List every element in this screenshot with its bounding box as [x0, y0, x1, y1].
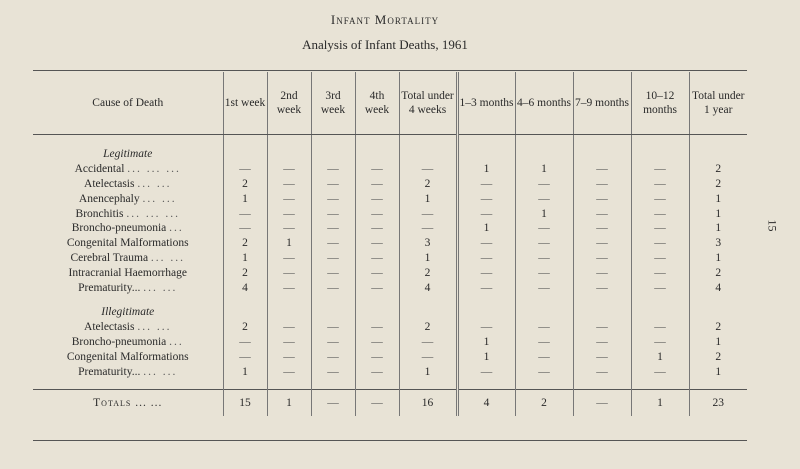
infant-deaths-table [33, 72, 747, 416]
table-body [33, 135, 747, 416]
value-cell: 2 [223, 320, 267, 335]
table-row [33, 206, 747, 221]
value-cell: — [631, 206, 689, 221]
column-header: 4th week [355, 72, 399, 135]
value-cell: — [355, 191, 399, 206]
column-header: 4–6 months [515, 72, 573, 135]
value-cell: — [573, 335, 631, 350]
value-cell: — [311, 389, 355, 416]
value-cell: — [399, 162, 457, 177]
value-cell: — [515, 265, 573, 280]
value-cell: — [457, 265, 515, 280]
table-row [33, 349, 747, 364]
value-cell: — [311, 206, 355, 221]
value-cell: — [573, 320, 631, 335]
cause-cell [33, 265, 223, 280]
column-header: 10–12 months [631, 72, 689, 135]
value-cell: — [515, 191, 573, 206]
cause-cell [33, 349, 223, 364]
leader-dots: ... ... [150, 251, 186, 264]
table-row [33, 251, 747, 266]
value-cell: 1 [631, 349, 689, 364]
value-cell: 2 [515, 389, 573, 416]
value-cell: — [573, 191, 631, 206]
value-cell: 2 [223, 236, 267, 251]
cause-cell [33, 177, 223, 192]
header-row [33, 72, 747, 135]
leader-dots: ... ... [137, 177, 172, 190]
column-header: 2nd week [267, 72, 311, 135]
leader-dots: ... ... ... [127, 163, 181, 176]
value-cell: 1 [689, 221, 747, 236]
column-header: 3rd week [311, 72, 355, 135]
value-cell: 2 [399, 265, 457, 280]
value-cell: 1 [689, 191, 747, 206]
value-cell: — [573, 265, 631, 280]
column-header: Total under 4 weeks [399, 72, 457, 135]
value-cell: — [631, 320, 689, 335]
value-cell: — [631, 221, 689, 236]
cause-cell [33, 206, 223, 221]
value-cell: — [573, 251, 631, 266]
value-cell: 2 [689, 162, 747, 177]
value-cell: — [311, 221, 355, 236]
value-cell: 2 [399, 320, 457, 335]
cause-cell [33, 335, 223, 350]
value-cell: — [267, 364, 311, 379]
table-row [33, 191, 747, 206]
table-row [33, 280, 747, 295]
value-cell: — [267, 206, 311, 221]
spacer-row [33, 135, 747, 148]
value-cell: — [267, 265, 311, 280]
leader-dots: ... [169, 222, 184, 235]
cause-label: Prematurity... [78, 281, 141, 294]
totals-row [33, 389, 747, 416]
value-cell: — [573, 162, 631, 177]
value-cell: — [515, 364, 573, 379]
value-cell: — [631, 280, 689, 295]
table-row [33, 162, 747, 177]
value-cell: 1 [223, 251, 267, 266]
value-cell: — [267, 251, 311, 266]
leader-dots: ... ... [142, 192, 177, 205]
value-cell: — [631, 191, 689, 206]
value-cell: — [311, 335, 355, 350]
cause-label: Bronchitis [75, 207, 124, 220]
table-row [33, 177, 747, 192]
value-cell: — [573, 206, 631, 221]
value-cell: — [355, 265, 399, 280]
value-cell: 1 [399, 251, 457, 266]
value-cell: — [355, 177, 399, 192]
table-row [33, 265, 747, 280]
group-label-row [33, 305, 747, 320]
value-cell: — [267, 320, 311, 335]
leader-dots: ... ... [143, 281, 178, 294]
cause-label: Congenital Malformations [66, 350, 189, 363]
table-row [33, 221, 747, 236]
value-cell: — [515, 335, 573, 350]
table-top-rule [33, 70, 747, 71]
value-cell: 1 [223, 191, 267, 206]
page-subtitle: Analysis of Infant Deaths, 1961 [302, 37, 468, 52]
value-cell: 1 [689, 335, 747, 350]
value-cell: — [515, 236, 573, 251]
column-header: Total under 1 year [689, 72, 747, 135]
value-cell: 2 [223, 177, 267, 192]
table-row [33, 320, 747, 335]
page-number: 15 [765, 219, 780, 232]
table-row [33, 364, 747, 379]
value-cell: — [399, 206, 457, 221]
value-cell: — [515, 280, 573, 295]
value-cell: 1 [515, 162, 573, 177]
value-cell: 1 [399, 364, 457, 379]
value-cell: — [631, 265, 689, 280]
value-cell: — [399, 335, 457, 350]
cause-cell [33, 389, 223, 416]
spacer-row [33, 379, 747, 390]
value-cell: — [311, 191, 355, 206]
value-cell: — [515, 251, 573, 266]
value-cell: — [267, 221, 311, 236]
table-bottom-rule [33, 440, 747, 441]
cause-label: Prematurity... [78, 365, 141, 378]
group-label-row [33, 147, 747, 162]
cause-cell [33, 221, 223, 236]
value-cell: — [355, 320, 399, 335]
value-cell: — [223, 206, 267, 221]
column-header: 1–3 months [457, 72, 515, 135]
group-label: Illegitimate [101, 306, 155, 319]
value-cell: — [573, 364, 631, 379]
leader-dots: ... ... ... [126, 207, 180, 220]
value-cell: 3 [689, 236, 747, 251]
value-cell: — [631, 335, 689, 350]
column-header: 7–9 months [573, 72, 631, 135]
value-cell: 1 [631, 389, 689, 416]
value-cell: — [355, 280, 399, 295]
value-cell: — [631, 236, 689, 251]
value-cell: — [311, 162, 355, 177]
value-cell: 1 [457, 221, 515, 236]
value-cell: — [311, 320, 355, 335]
value-cell: — [457, 364, 515, 379]
value-cell: — [355, 335, 399, 350]
value-cell: — [355, 364, 399, 379]
value-cell: — [573, 389, 631, 416]
value-cell: — [573, 236, 631, 251]
cause-label: Totals [93, 396, 132, 409]
value-cell: — [223, 221, 267, 236]
page-title: Infant Mortality [330, 12, 440, 27]
value-cell: 23 [689, 389, 747, 416]
value-cell: — [457, 206, 515, 221]
cause-label: Atelectasis [84, 177, 135, 190]
leader-dots: ... ... [135, 396, 163, 409]
value-cell: — [267, 191, 311, 206]
value-cell: — [457, 236, 515, 251]
value-cell: — [355, 349, 399, 364]
value-cell: 1 [267, 389, 311, 416]
cause-cell [33, 364, 223, 379]
value-cell: — [457, 320, 515, 335]
value-cell: — [573, 349, 631, 364]
value-cell: — [355, 251, 399, 266]
value-cell: — [573, 221, 631, 236]
column-header: 1st week [223, 72, 267, 135]
value-cell: 1 [689, 251, 747, 266]
value-cell: 1 [399, 191, 457, 206]
value-cell: — [399, 221, 457, 236]
value-cell: — [355, 236, 399, 251]
value-cell: — [311, 364, 355, 379]
value-cell: 1 [689, 364, 747, 379]
cause-cell [33, 320, 223, 335]
spacer-row [33, 295, 747, 305]
value-cell: — [355, 162, 399, 177]
value-cell: — [631, 177, 689, 192]
value-cell: 2 [399, 177, 457, 192]
value-cell: — [355, 206, 399, 221]
value-cell: — [515, 221, 573, 236]
value-cell: — [573, 280, 631, 295]
value-cell: — [631, 162, 689, 177]
value-cell: — [631, 364, 689, 379]
value-cell: — [631, 251, 689, 266]
value-cell: — [457, 251, 515, 266]
value-cell: — [267, 335, 311, 350]
value-cell: — [355, 221, 399, 236]
cause-label: Broncho-pneumonia [71, 222, 167, 235]
cause-label: Cerebral Trauma [70, 251, 149, 264]
value-cell: 4 [223, 280, 267, 295]
value-cell: — [457, 177, 515, 192]
value-cell: 2 [689, 320, 747, 335]
column-header: Cause of Death [33, 72, 223, 135]
value-cell: — [515, 320, 573, 335]
table-row [33, 236, 747, 251]
value-cell: — [573, 177, 631, 192]
table-row [33, 335, 747, 350]
value-cell: — [515, 349, 573, 364]
value-cell: 1 [515, 206, 573, 221]
cause-cell [33, 191, 223, 206]
leader-dots: ... ... [143, 365, 178, 378]
value-cell: — [399, 349, 457, 364]
value-cell: — [515, 177, 573, 192]
value-cell: — [311, 280, 355, 295]
value-cell: — [311, 236, 355, 251]
value-cell: 2 [223, 265, 267, 280]
leader-dots: ... ... [137, 321, 172, 334]
value-cell: — [311, 177, 355, 192]
cause-cell [33, 280, 223, 295]
cause-cell [33, 162, 223, 177]
cause-label: Congenital Malformations [66, 237, 189, 250]
group-label: Legitimate [103, 148, 153, 161]
cause-label: Broncho-pneumonia [71, 335, 167, 348]
value-cell: — [267, 280, 311, 295]
value-cell: 4 [457, 389, 515, 416]
cause-cell [33, 251, 223, 266]
value-cell: 1 [457, 349, 515, 364]
value-cell: 2 [689, 349, 747, 364]
value-cell: 1 [223, 364, 267, 379]
value-cell: 1 [457, 162, 515, 177]
value-cell: — [267, 177, 311, 192]
value-cell: — [311, 349, 355, 364]
value-cell: 1 [689, 206, 747, 221]
value-cell: 16 [399, 389, 457, 416]
value-cell: — [223, 335, 267, 350]
value-cell: 2 [689, 265, 747, 280]
value-cell: 15 [223, 389, 267, 416]
value-cell: — [355, 389, 399, 416]
value-cell: 3 [399, 236, 457, 251]
value-cell: — [311, 251, 355, 266]
value-cell: — [267, 162, 311, 177]
value-cell: 4 [689, 280, 747, 295]
value-cell: 2 [689, 177, 747, 192]
value-cell: — [457, 280, 515, 295]
leader-dots: ... [169, 335, 184, 348]
value-cell: 4 [399, 280, 457, 295]
value-cell: — [457, 191, 515, 206]
cause-cell [33, 236, 223, 251]
cause-label: Intracranial Haemorrhage [68, 266, 187, 279]
cause-label: Anencephaly [78, 192, 140, 205]
value-cell: — [223, 349, 267, 364]
value-cell: — [311, 265, 355, 280]
value-cell: 1 [267, 236, 311, 251]
value-cell: — [223, 162, 267, 177]
cause-label: Atelectasis [84, 321, 135, 334]
cause-label: Accidental [74, 163, 125, 176]
value-cell: — [267, 349, 311, 364]
value-cell: 1 [457, 335, 515, 350]
